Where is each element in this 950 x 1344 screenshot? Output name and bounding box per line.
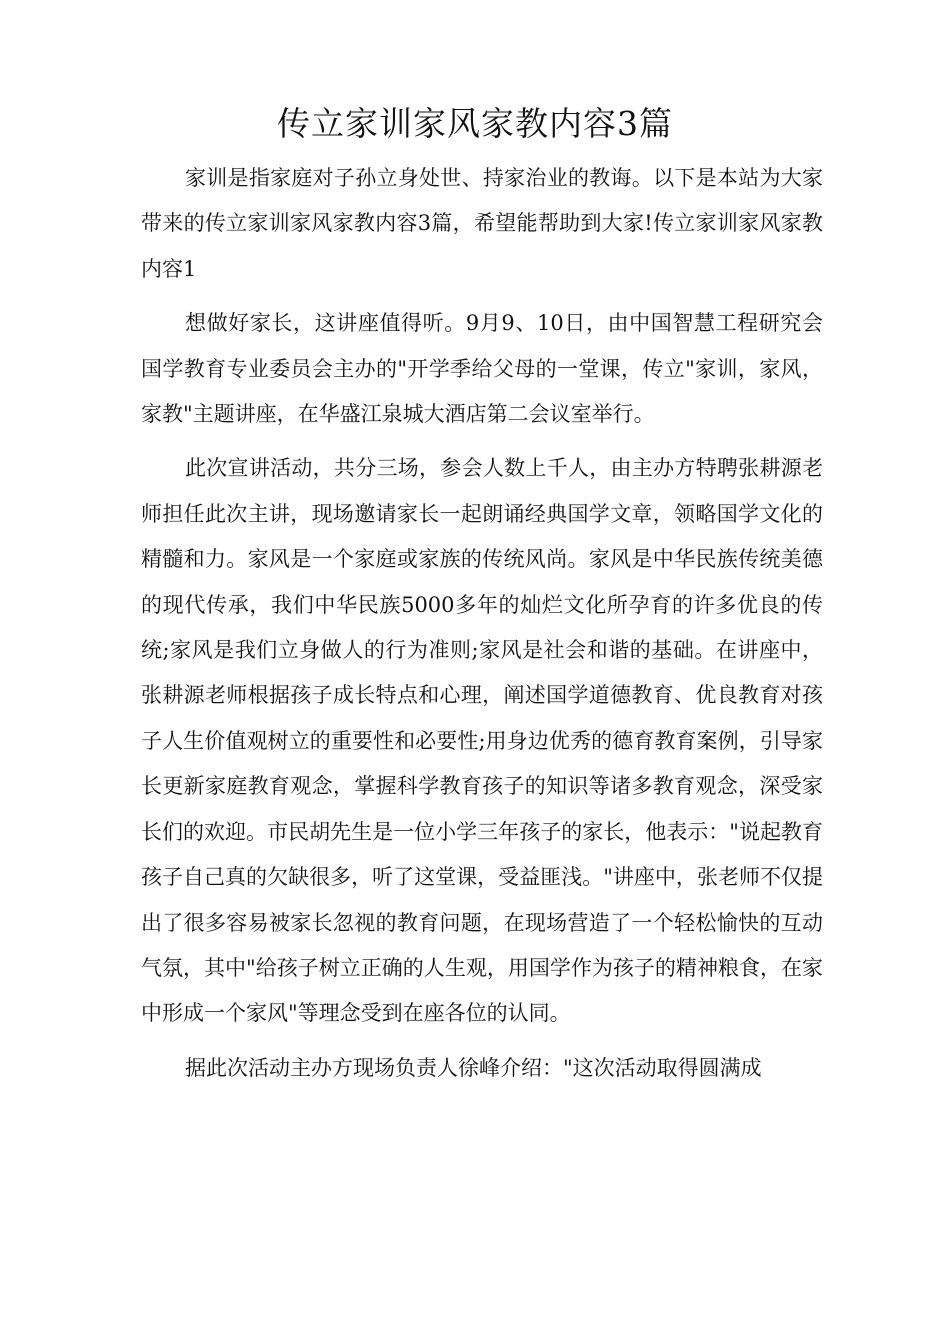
paragraph-intro: 家训是指家庭对子孙立身处世、持家治业的教诲。以下是本站为大家带来的传立家训家风家教内容3篇，希望能帮助到大家!传立家训家风家教内容1 <box>141 166 823 281</box>
paragraph-organizer: 据此次活动主办方现场负责人徐峰介绍："这次活动取得圆满成 <box>185 1055 762 1080</box>
paragraph-lecture: 想做好家长，这讲座值得听。9月9、10日，由中国智慧工程研究会国学教育专业委员会主办的"开学季给父母的一堂课，传立"家训，家风，家教"主题讲座，在华盛江泉城大酒店第二会议室举行。 <box>141 311 823 427</box>
paragraph-activity: 此次宣讲活动，共分三场，参会人数上千人，由主办方特聘张耕源老师担任此次主讲，现场邀请家长一起朗诵经典国学文章，领略国学文化的精髓和力。家风是一个家庭或家族的传统风尚。家风是中华民族传统美德的现代传承，我们中华民族5000多年的灿烂文化所孕育的许多优良的传统;家风是我们立身做人的行为准则;家风是社会和谐的基础。在讲座中，张耕源老师根据孩子成长特点和心理，阐述国学道德教育、优良教育对孩子人生价值观树立的重要性和必要性;用身边优秀的德育教育案例，引导家长更新家庭教育观念，掌握科学教育孩子的知识等诸多教育观念，深受家长们的欢迎。市民胡先生是一位小学三年孩子的家长，他表示："说起教育孩子自己真的欠缺很多，听了这堂课，受益匪浅。"讲座中，张老师不仅提出了很多容易被家长忽视的教育问题，在现场营造了一个轻松愉快的互动气氛，其中"给孩子树立正确的人生观，用国学作为孩子的精神粮食，在家中形成一个家风"等理念受到在座各位的认同。 <box>141 456 823 1026</box>
document-body <box>141 156 823 1091</box>
document-title: 传立家训家风家教内容3篇 <box>277 104 673 143</box>
